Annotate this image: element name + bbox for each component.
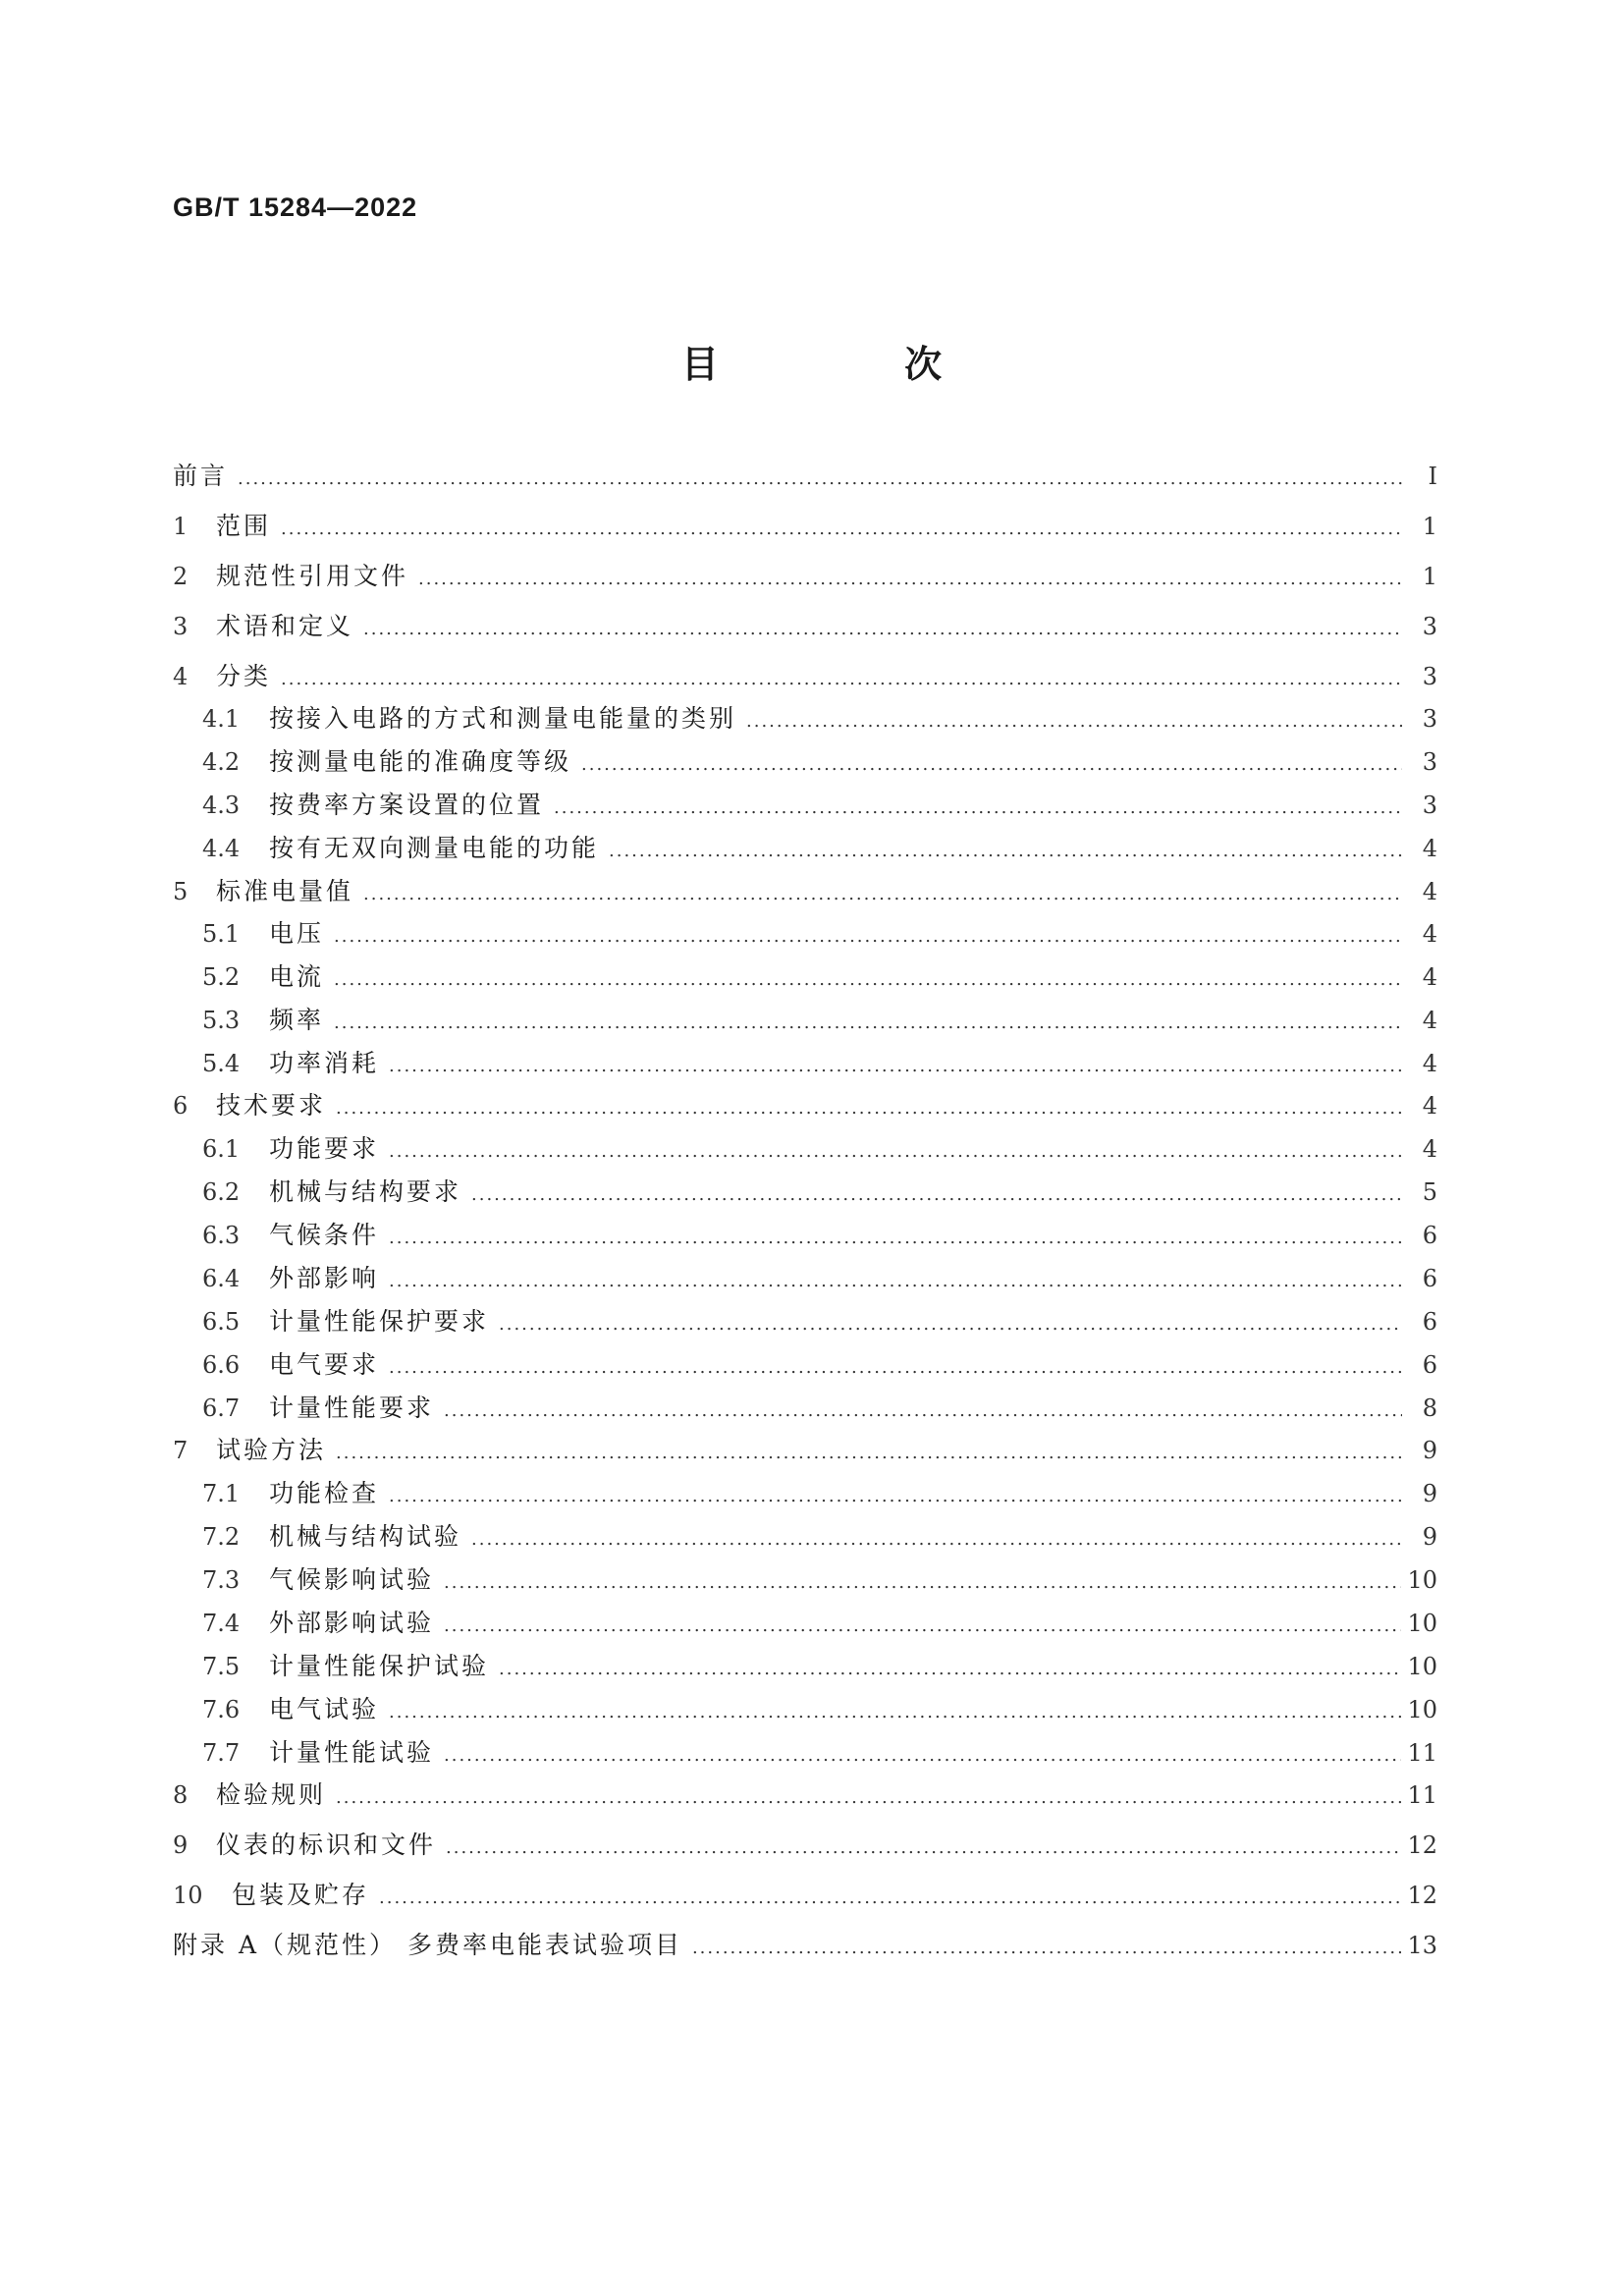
toc-entry[interactable] [173,1008,1437,1032]
toc-entry-page-number: 4 [1422,835,1437,862]
dot-leader [389,1058,1402,1075]
toc-entry-label: 前言 [173,462,229,490]
dot-leader [609,843,1402,860]
toc-entry[interactable] [173,1136,1437,1161]
toc-entry-page-number: 10 [1407,1653,1437,1680]
toc-entry-number: 4.1 [202,705,241,733]
toc-entry-number: 3 [173,613,189,640]
toc-entry-number: 5.1 [202,920,241,948]
toc-entry[interactable] [173,1740,1437,1765]
toc-entry-page-number: 11 [1407,1739,1437,1767]
toc-entry-number: 9 [173,1831,189,1859]
toc-entry[interactable] [173,1438,1437,1462]
dot-leader [389,1143,1402,1161]
dot-leader [418,571,1402,588]
toc-entry-label: 范围 [216,512,272,540]
dot-leader [334,971,1402,989]
toc-entry[interactable] [173,1524,1437,1549]
toc-entry-number: 7 [173,1437,189,1464]
toc-entry-label: 分类 [216,662,272,690]
toc-entry-number: 7.1 [202,1480,241,1507]
dot-leader [471,1531,1402,1549]
toc-entry-label: 按费率方案设置的位置 [269,791,545,819]
toc-entry-number: 7.4 [202,1610,241,1637]
toc-entry-number: 6.1 [202,1135,241,1163]
toc-entry-number: 4.2 [202,748,241,776]
toc-entry-page-number: 6 [1422,1222,1437,1249]
dot-leader [334,928,1402,946]
toc-entry[interactable] [173,1352,1437,1377]
dot-leader [471,1186,1402,1204]
toc-entry-number: 5.4 [202,1050,241,1077]
toc-entry-label: 气候影响试验 [269,1565,435,1594]
toc-entry[interactable] [173,664,1437,688]
toc-entry-number: 7.5 [202,1653,241,1680]
toc-entry-page-number: 4 [1422,1135,1437,1163]
toc-entry-page-number: 12 [1407,1882,1437,1909]
toc-entry-page-number: Ⅰ [1428,463,1437,490]
toc-entry[interactable] [173,1223,1437,1247]
toc-entry-number: 6.7 [202,1394,241,1422]
toc-entry-page-number: 4 [1422,1007,1437,1034]
toc-entry-label: 机械与结构要求 [269,1177,462,1206]
toc-entry-page-number: 3 [1422,705,1437,733]
toc-entry-page-number: 3 [1422,663,1437,690]
toc-entry-page-number: 6 [1422,1351,1437,1379]
toc-entry[interactable] [173,749,1437,774]
toc-entry-label: 电气试验 [269,1695,380,1723]
dot-leader [389,1273,1402,1290]
dot-leader [363,886,1402,903]
dot-leader [444,1574,1401,1592]
toc-entry-page-number: 3 [1422,613,1437,640]
toc-entry[interactable] [173,879,1437,903]
toc-entry[interactable] [173,836,1437,860]
toc-entry-page-number: 10 [1407,1610,1437,1637]
toc-entry[interactable] [173,1567,1437,1592]
toc-entry-page-number: 9 [1422,1523,1437,1551]
dot-leader [389,1704,1401,1722]
toc-entry-page-number: 5 [1422,1178,1437,1206]
dot-leader [336,1445,1402,1462]
dot-leader [281,671,1402,688]
toc-entry-page-number: 3 [1422,792,1437,819]
toc-entry-page-number: 4 [1422,1050,1437,1077]
toc-entry-label: 气候条件 [269,1221,380,1249]
toc-entry[interactable] [173,793,1437,817]
toc-entry-label: 电压 [269,919,325,948]
toc-entry-number: 5.2 [202,963,241,991]
toc-entry[interactable] [173,564,1437,588]
toc-entry[interactable] [173,464,1437,488]
toc-entry[interactable] [173,1395,1437,1420]
toc-entry-number: 10 [173,1882,203,1909]
toc-entry-label: 仪表的标识和文件 [216,1831,437,1859]
toc-entry-label: 按接入电路的方式和测量电能量的类别 [269,704,737,733]
dot-leader [446,1839,1401,1857]
toc-entry-number: 2 [173,563,189,590]
toc-entry-number: 8 [173,1781,189,1809]
page-title: 目 次 [680,343,1029,386]
toc-entry-label: 计量性能保护要求 [269,1307,490,1336]
toc-entry-number: 7.2 [202,1523,241,1551]
toc-entry[interactable] [173,1611,1437,1635]
toc-entry-label: 包装及贮存 [232,1881,370,1909]
toc-entry-label: 电气要求 [269,1350,380,1379]
toc-entry-number: 6.5 [202,1308,241,1336]
dot-leader [336,1100,1402,1118]
toc-entry[interactable] [173,1051,1437,1075]
toc-entry-page-number: 11 [1407,1781,1437,1809]
toc-entry-label: 计量性能试验 [269,1738,435,1767]
toc-entry[interactable] [173,1697,1437,1722]
toc-entry-label: 规范性引用文件 [216,562,409,590]
toc-entry-page-number: 6 [1422,1265,1437,1292]
toc-entry[interactable] [173,1309,1437,1334]
toc-entry-label: 检验规则 [216,1780,327,1809]
dot-leader [379,1889,1401,1907]
dot-leader [238,470,1402,488]
toc-entry-page-number: 4 [1422,963,1437,991]
toc-entry-page-number: 10 [1407,1696,1437,1723]
toc-entry-number: 1 [173,513,189,540]
toc-entry-page-number: 10 [1407,1566,1437,1594]
toc-entry-page-number: 3 [1422,748,1437,776]
toc-entry-label: 附录 A（规范性） 多费率电能表试验项目 [173,1931,682,1959]
toc-entry-label: 按有无双向测量电能的功能 [269,834,600,862]
toc-entry-label: 功率消耗 [269,1049,380,1077]
toc-entry-label: 频率 [269,1006,325,1034]
toc-entry-label: 标准电量值 [216,877,354,905]
toc-entry-number: 7.3 [202,1566,241,1594]
dot-leader [499,1316,1402,1334]
toc-entry-number: 7.6 [202,1696,241,1723]
dot-leader [746,713,1402,731]
toc-entry[interactable] [173,1933,1437,1957]
dot-leader [336,1789,1401,1807]
toc-entry-label: 计量性能保护试验 [269,1652,490,1680]
toc-entry-page-number: 1 [1422,513,1437,540]
toc-entry-label: 外部影响试验 [269,1609,435,1637]
toc-entry-page-number: 4 [1422,878,1437,905]
toc-entry[interactable] [173,1179,1437,1204]
toc-entry-page-number: 9 [1422,1480,1437,1507]
toc-entry-label: 技术要求 [216,1091,327,1120]
toc-entry-number: 6.2 [202,1178,241,1206]
toc-entry[interactable] [173,1093,1437,1118]
toc-entry[interactable] [173,1883,1437,1907]
toc-entry-page-number: 12 [1407,1831,1437,1859]
toc-entry-number: 7.7 [202,1739,241,1767]
toc-entry-number: 4 [173,663,189,690]
dot-leader [444,1617,1401,1635]
dot-leader [389,1359,1402,1377]
toc-entry-number: 6.6 [202,1351,241,1379]
dot-leader [444,1402,1402,1420]
toc-entry-label: 功能要求 [269,1134,380,1163]
toc-entry[interactable] [173,1782,1437,1807]
toc-entry[interactable] [173,614,1437,638]
toc-entry-label: 外部影响 [269,1264,380,1292]
toc-entry-number: 5 [173,878,189,905]
toc-entry[interactable] [173,514,1437,538]
toc-entry-page-number: 13 [1407,1932,1437,1959]
toc-entry[interactable] [173,1266,1437,1290]
dot-leader [389,1230,1402,1247]
dot-leader [554,799,1402,817]
toc-entry-label: 计量性能要求 [269,1394,435,1422]
dot-leader [499,1661,1401,1678]
toc-entry-label: 按测量电能的准确度等级 [269,747,572,776]
standard-code: GB/T 15284—2022 [173,192,418,222]
dot-leader [281,520,1402,538]
toc-entry-number: 4.4 [202,835,241,862]
toc-entry-page-number: 1 [1422,563,1437,590]
toc-entry-label: 术语和定义 [216,612,354,640]
toc-entry-number: 6.4 [202,1265,241,1292]
toc-entry-number: 6 [173,1092,189,1120]
dot-leader [581,756,1402,774]
toc-entry-label: 电流 [269,962,325,991]
dot-leader [444,1747,1401,1765]
toc-entry[interactable] [173,706,1437,731]
toc-entry-label: 机械与结构试验 [269,1522,462,1551]
toc-entry-number: 6.3 [202,1222,241,1249]
toc-entry-label: 功能检查 [269,1479,380,1507]
dot-leader [692,1940,1402,1957]
toc-entry[interactable] [173,964,1437,989]
toc-entry-page-number: 4 [1422,920,1437,948]
toc-entry-number: 5.3 [202,1007,241,1034]
toc-entry-page-number: 4 [1422,1092,1437,1120]
toc-entry[interactable] [173,1481,1437,1505]
dot-leader [389,1488,1402,1505]
toc-entry[interactable] [173,1654,1437,1678]
toc-entry[interactable] [173,921,1437,946]
dot-leader [363,621,1402,638]
toc-entry-page-number: 6 [1422,1308,1437,1336]
toc-entry[interactable] [173,1832,1437,1857]
toc-entry-number: 4.3 [202,792,241,819]
toc-entry-page-number: 8 [1422,1394,1437,1422]
toc-entry-page-number: 9 [1422,1437,1437,1464]
dot-leader [334,1014,1402,1032]
toc-entry-label: 试验方法 [216,1436,327,1464]
